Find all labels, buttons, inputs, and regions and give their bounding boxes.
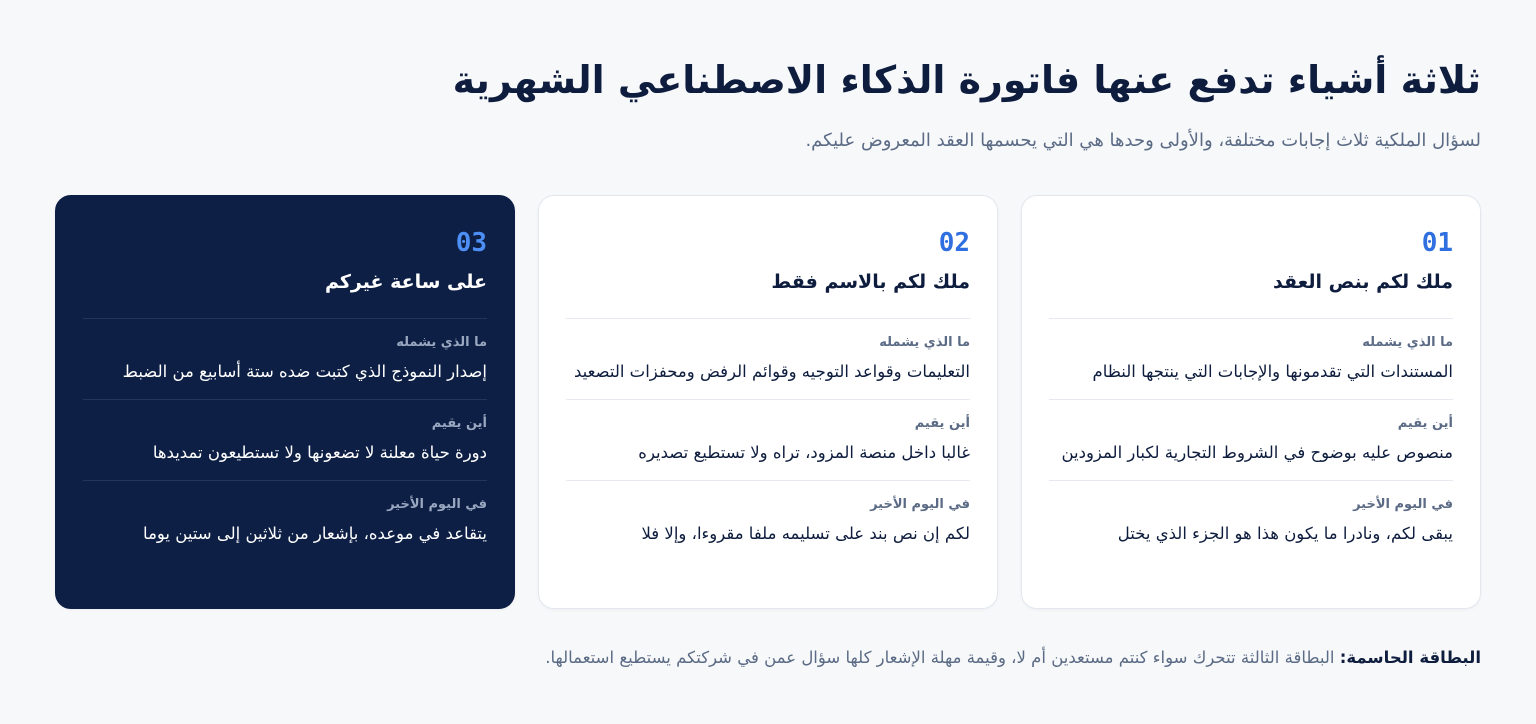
section-value: منصوص عليه بوضوح في الشروط التجارية لكبار المزودين <box>1061 443 1453 462</box>
page-subtitle: لسؤال الملكية ثلاث إجابات مختلفة، والأولى وحدها هي التي يحسمها العقد المعروض عليكم. <box>805 130 1481 151</box>
section-label: ما الذي يشمله <box>1362 335 1453 350</box>
section-value: يبقى لكم، ونادرا ما يكون هذا هو الجزء الذي يختل <box>1117 524 1453 543</box>
card-section <box>566 318 970 399</box>
card-number: 01 <box>1421 228 1453 258</box>
card-02 <box>538 195 998 609</box>
footer-note <box>545 643 1481 673</box>
section-label: أين يقيم <box>914 416 970 431</box>
card-number: 03 <box>455 228 487 258</box>
section-value: إصدار النموذج الذي كتبت ضده ستة أسابيع من الضبط <box>122 362 487 381</box>
section-label: أين يقيم <box>1397 416 1453 431</box>
section-label: ما الذي يشمله <box>879 335 970 350</box>
card-01 <box>1021 195 1481 609</box>
section-value: لكم إن نص بند على تسليمه ملفا مقروءا، وإلا فلا <box>641 524 970 543</box>
section-value: المستندات التي تقدمونها والإجابات التي ينتجها النظام <box>1092 362 1453 381</box>
section-value: غالبا داخل منصة المزود، تراه ولا تستطيع تصديره <box>638 443 970 462</box>
card-section <box>1049 480 1453 561</box>
section-value: دورة حياة معلنة لا تضعونها ولا تستطيعون تمديدها <box>152 443 487 462</box>
section-label: في اليوم الأخير <box>1353 497 1453 512</box>
card-section <box>566 480 970 561</box>
card-section <box>1049 399 1453 480</box>
card-section <box>1049 318 1453 399</box>
card-title: على ساعة غيركم <box>324 271 487 293</box>
section-label: في اليوم الأخير <box>387 497 487 512</box>
card-title: ملك لكم بالاسم فقط <box>771 271 970 293</box>
section-label: في اليوم الأخير <box>870 497 970 512</box>
card-section <box>83 399 487 480</box>
card-section <box>83 480 487 561</box>
footer-text: البطاقة الثالثة تتحرك سواء كنتم مستعدين أم لا، وقيمة مهلة الإشعار كلها سؤال عمن في شركتكم يستطيع استعمالها. <box>545 648 1340 667</box>
section-label: أين يقيم <box>431 416 487 431</box>
card-03 <box>55 195 515 609</box>
footer-label: البطاقة الحاسمة: <box>1339 648 1481 667</box>
card-section <box>83 318 487 399</box>
card-number: 02 <box>938 228 970 258</box>
card-section <box>566 399 970 480</box>
section-value: يتقاعد في موعده، بإشعار من ثلاثين إلى ستين يوما <box>143 524 487 543</box>
card-title: ملك لكم بنص العقد <box>1273 271 1453 293</box>
section-label: ما الذي يشمله <box>396 335 487 350</box>
page-title: ثلاثة أشياء تدفع عنها فاتورة الذكاء الاصطناعي الشهرية <box>452 58 1481 102</box>
section-value: التعليمات وقواعد التوجيه وقوائم الرفض ومحفزات التصعيد <box>573 362 970 381</box>
cards-row <box>54 195 1481 609</box>
